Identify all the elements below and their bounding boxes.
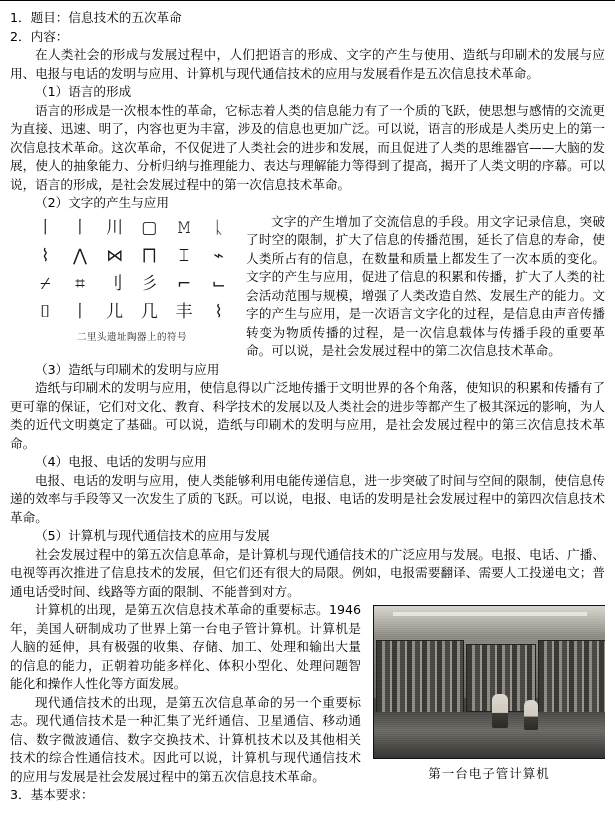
oracle-glyph: 丨 bbox=[71, 218, 89, 238]
paragraph-printing: 造纸与印刷术的发明与应用，使信息得以广泛地传播于文明世界的各个角落，使知识的积累和传播有了更可靠的保证，它们对文化、教育、科学技术的发展以及人类社会的进步等都产生了极其深远的影响，为人类的近代文明奠定了基础。可以说，造纸与印刷术的发明与应用，是社会发展过程中的第三次信息技术革命。 bbox=[10, 380, 605, 451]
oracle-glyph: ⌙ bbox=[211, 274, 226, 294]
oracle-glyph: ⌇ bbox=[214, 302, 223, 322]
paragraph-writing: 文字的产生增加了交流信息的手段。用文字记录信息，突破了时空的限制，扩大了信息的传播范围，延长了信息的寿命，使人类所占有的信息，在数量和质量上都发生了一次本质的变化。文字的产生与应用，促进了信息的积累和传播，扩大了人类的社会活动范围与规模，增强了人类改造自然、发展生产的能力。文字的产生与应用，是一次语言文字化的过程，是信息由声音传播转变为物质传播的过程，是一次信息载体与传播手段的重要革命。可以说，是社会发展过程中的第二次信息技术革命。 bbox=[246, 213, 605, 358]
writing-section bbox=[10, 213, 605, 361]
paragraph-telegraph: 电报、电话的发明与应用，使人类能够利用电能传递信息，进一步突破了时间与空间的限制，使信息传递的效率与手段等又一次发生了质的飞跃。可以说，电报、电话的发明是社会发展过程中的第四次信息技术革命。 bbox=[10, 472, 605, 525]
oracle-glyph: ⨅ bbox=[142, 246, 157, 266]
oracle-glyph: ⺉ bbox=[106, 274, 124, 294]
oracle-glyph: 𝙼 bbox=[177, 218, 190, 238]
oracle-glyph: ⌐ bbox=[176, 274, 192, 294]
paragraph-modern-communication: 现代通信技术的出现，是第五次信息革命的另一个重要标志。现代通信技术是一种汇集了光纤通信、卫星通信、移动通信、数字微波通信、数字交换技术、计算机技术以及其他相关技术的综合性通信技术。因此可以说，计算机与现代通信技术的应用与发展是社会发展过程中的第五次信息技术革命。 bbox=[10, 694, 361, 784]
oracle-glyph: 儿 bbox=[106, 302, 124, 322]
paragraph-language: 语言的形成是一次根本性的革命，它标志着人类的信息能力有了一个质的飞跃，使思想与感情的交流更为直接、迅速、明了，内容也更为丰富，涉及的信息也更加广泛。可以说，语言的形成是人类历史上的第一次信息技术革命。这次革命，不仅促进了人类社会的进步和发展，而且促进了人类的思维器官——大脑的发展，使人的抽象能力、分析归纳与推理能力、表达与理解能力等得到了提高，揭开了人类文明的序幕。可以说，语言的形成，是社会发展过程中的第一次信息技术革命。 bbox=[10, 102, 605, 192]
intro-paragraph: 在人类社会的形成与发展过程中，人们把语言的形成、文字的产生与使用、造纸与印刷术的发展与应用、电报与电话的发明与应用、计算机与现代通信技术的应用与发展看作是五次信息技术革命。 bbox=[10, 47, 605, 81]
oracle-glyph: ⌁ bbox=[213, 246, 224, 266]
oracle-glyph: 几 bbox=[140, 302, 158, 322]
oracle-symbols-figure bbox=[28, 215, 236, 343]
heading-computer: （5）计算机与现代通信技术的应用与发展 bbox=[35, 528, 270, 543]
computer-section bbox=[10, 601, 605, 786]
oracle-glyph: 川 bbox=[106, 218, 124, 238]
oracle-symbols-grid bbox=[28, 215, 236, 327]
heading-basic-requirements: 3．基本要求： bbox=[10, 787, 94, 802]
content-label: 2．内容： bbox=[10, 28, 69, 44]
heading-telegraph: （4）电报、电话的发明与应用 bbox=[35, 454, 207, 469]
heading-writing: （2）文字的产生与应用 bbox=[35, 195, 169, 210]
oracle-glyph: ▢ bbox=[141, 218, 158, 238]
heading-printing: （3）造纸与印刷术的发明与应用 bbox=[35, 361, 220, 377]
first-computer-figure bbox=[373, 605, 605, 782]
oracle-glyph: 丨 bbox=[71, 302, 89, 322]
oracle-glyph: ⌷ bbox=[40, 302, 51, 322]
paragraph-fifth-revolution: 社会发展过程中的第五次信息革命，是计算机与现代通信技术的广泛应用与发展。电报、电话、广播、电视等再次推进了信息技术的发展，但它们还有很大的局限。例如，电报需要翻译、需要人工投递电文；普通电话受时间、线路等方面的限制、不能普到对方。 bbox=[10, 546, 605, 599]
oracle-glyph: ⋀ bbox=[73, 246, 87, 266]
paragraph-computer-origin: 计算机的出现，是第五次信息技术革命的重要标志。1946年，美国人研制成功了世界上第一台电子管计算机。计算机是人脑的延伸，具有极强的收集、存储、加工、处理和输出大量的信息的能力，正朝着功能多样化、体积小型化、处理问题智能化和操作人性化等方面发展。 bbox=[10, 602, 361, 691]
oracle-glyph: ⌶ bbox=[178, 246, 190, 266]
first-computer-caption: 第一台电子管计算机 bbox=[428, 766, 550, 781]
oracle-glyph: ⌿ bbox=[40, 274, 51, 294]
oracle-glyph: 彡 bbox=[140, 274, 158, 294]
title-line: 1．题目：信息技术的五次革命 bbox=[10, 10, 182, 25]
oracle-glyph: ᚳ bbox=[213, 218, 224, 238]
oracle-glyph: 丨 bbox=[36, 218, 54, 238]
oracle-glyph: 丰 bbox=[175, 302, 193, 322]
oracle-glyph: ⋈ bbox=[106, 246, 124, 266]
oracle-glyph: ⌇ bbox=[41, 246, 50, 266]
oracle-figure-caption: 二里头遗址陶器上的符号 bbox=[76, 331, 187, 343]
heading-language: （1）语言的形成 bbox=[35, 84, 132, 99]
first-computer-photo bbox=[373, 605, 605, 759]
oracle-glyph: ⌗ bbox=[75, 274, 85, 294]
